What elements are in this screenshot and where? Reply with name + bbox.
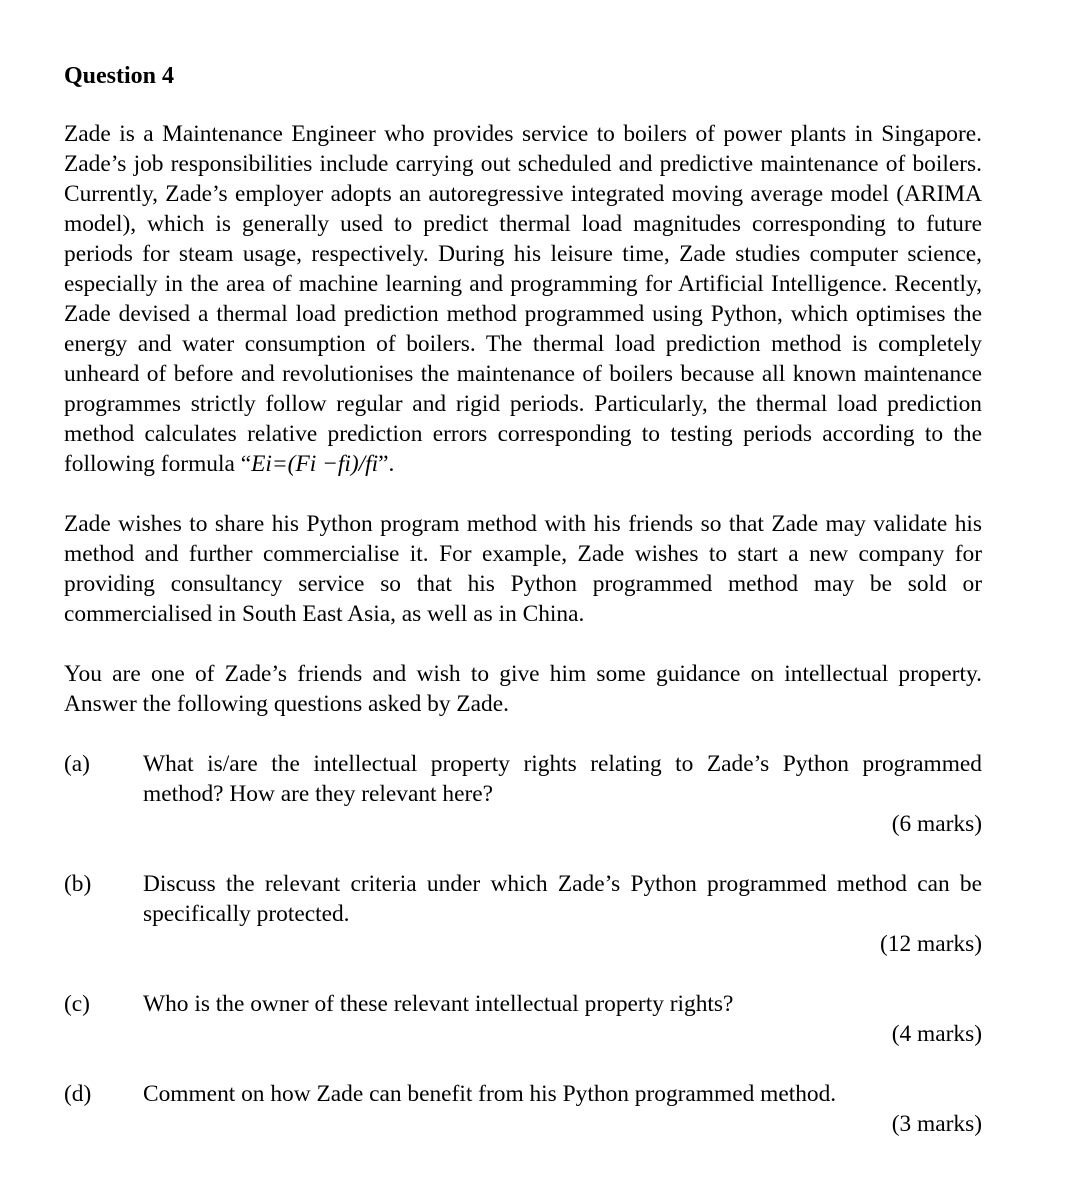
sub-question-marks: (6 marks) [891,811,982,837]
sub-question-label: (d) [64,1081,92,1107]
sub-question-label: (c) [64,991,90,1017]
scenario-text-end: ”. [378,451,395,477]
scenario-paragraph [64,119,982,479]
sub-question-d [64,1079,982,1139]
sub-question-b [64,869,982,959]
question-page [64,60,982,1139]
sub-question-marks: (4 marks) [891,1021,982,1047]
scenario-text: Zade is a Maintenance Engineer who provides service to boilers of power plants in Singapore. Zade’s job responsibilities include carrying out scheduled and predictive maintenance of boilers. Currently, Zade’s employer adopts an autoregressive integrated moving average model (ARIMA model), which is generally used to predict thermal load magnitudes corresponding to future periods for steam usage, respectively. During his leisure time, Zade studies computer science, especially in the area of machine learning and programming for Artificial Intelligence. Recently, Zade devised a thermal load prediction method programmed using Python, which optimises the energy and water consumption of boilers. The thermal load prediction method is completely unheard of before and revolutionises the maintenance of boilers because all known maintenance programmes strictly follow regular and rigid periods. Particularly, the thermal load prediction method calculates relative prediction errors corresponding to testing periods according to the following formula “ [64,121,982,477]
commercialisation-paragraph: Zade wishes to share his Python program method with his friends so that Zade may validate his method and further commercialise it. For example, Zade wishes to start a new company for providing consultancy service so that his Python programmed method may be sold or commercialised in South East Asia, as well as in China. [64,511,982,627]
sub-question-c [64,989,982,1049]
sub-question-marks: (3 marks) [891,1111,982,1137]
sub-question-a [64,749,982,839]
sub-question-text: Discuss the relevant criteria under which Zade’s Python programmed method can be specifically protected. [143,871,982,927]
sub-question-marks: (12 marks) [880,931,982,957]
question-title: Question 4 [64,63,175,89]
sub-question-text: Who is the owner of these relevant intellectual property rights? [143,991,734,1017]
sub-question-text: Comment on how Zade can benefit from his Python programmed method. [143,1081,837,1107]
instruction-paragraph: You are one of Zade’s friends and wish to give him some guidance on intellectual property. Answer the following questions asked by Zade. [64,661,982,717]
error-formula: Ei=(Fi −fi)/fi [251,451,379,477]
sub-question-text: What is/are the intellectual property rights relating to Zade’s Python programmed method? How are they relevant here? [143,751,982,807]
sub-question-label: (b) [64,871,92,897]
sub-question-label: (a) [64,751,90,777]
